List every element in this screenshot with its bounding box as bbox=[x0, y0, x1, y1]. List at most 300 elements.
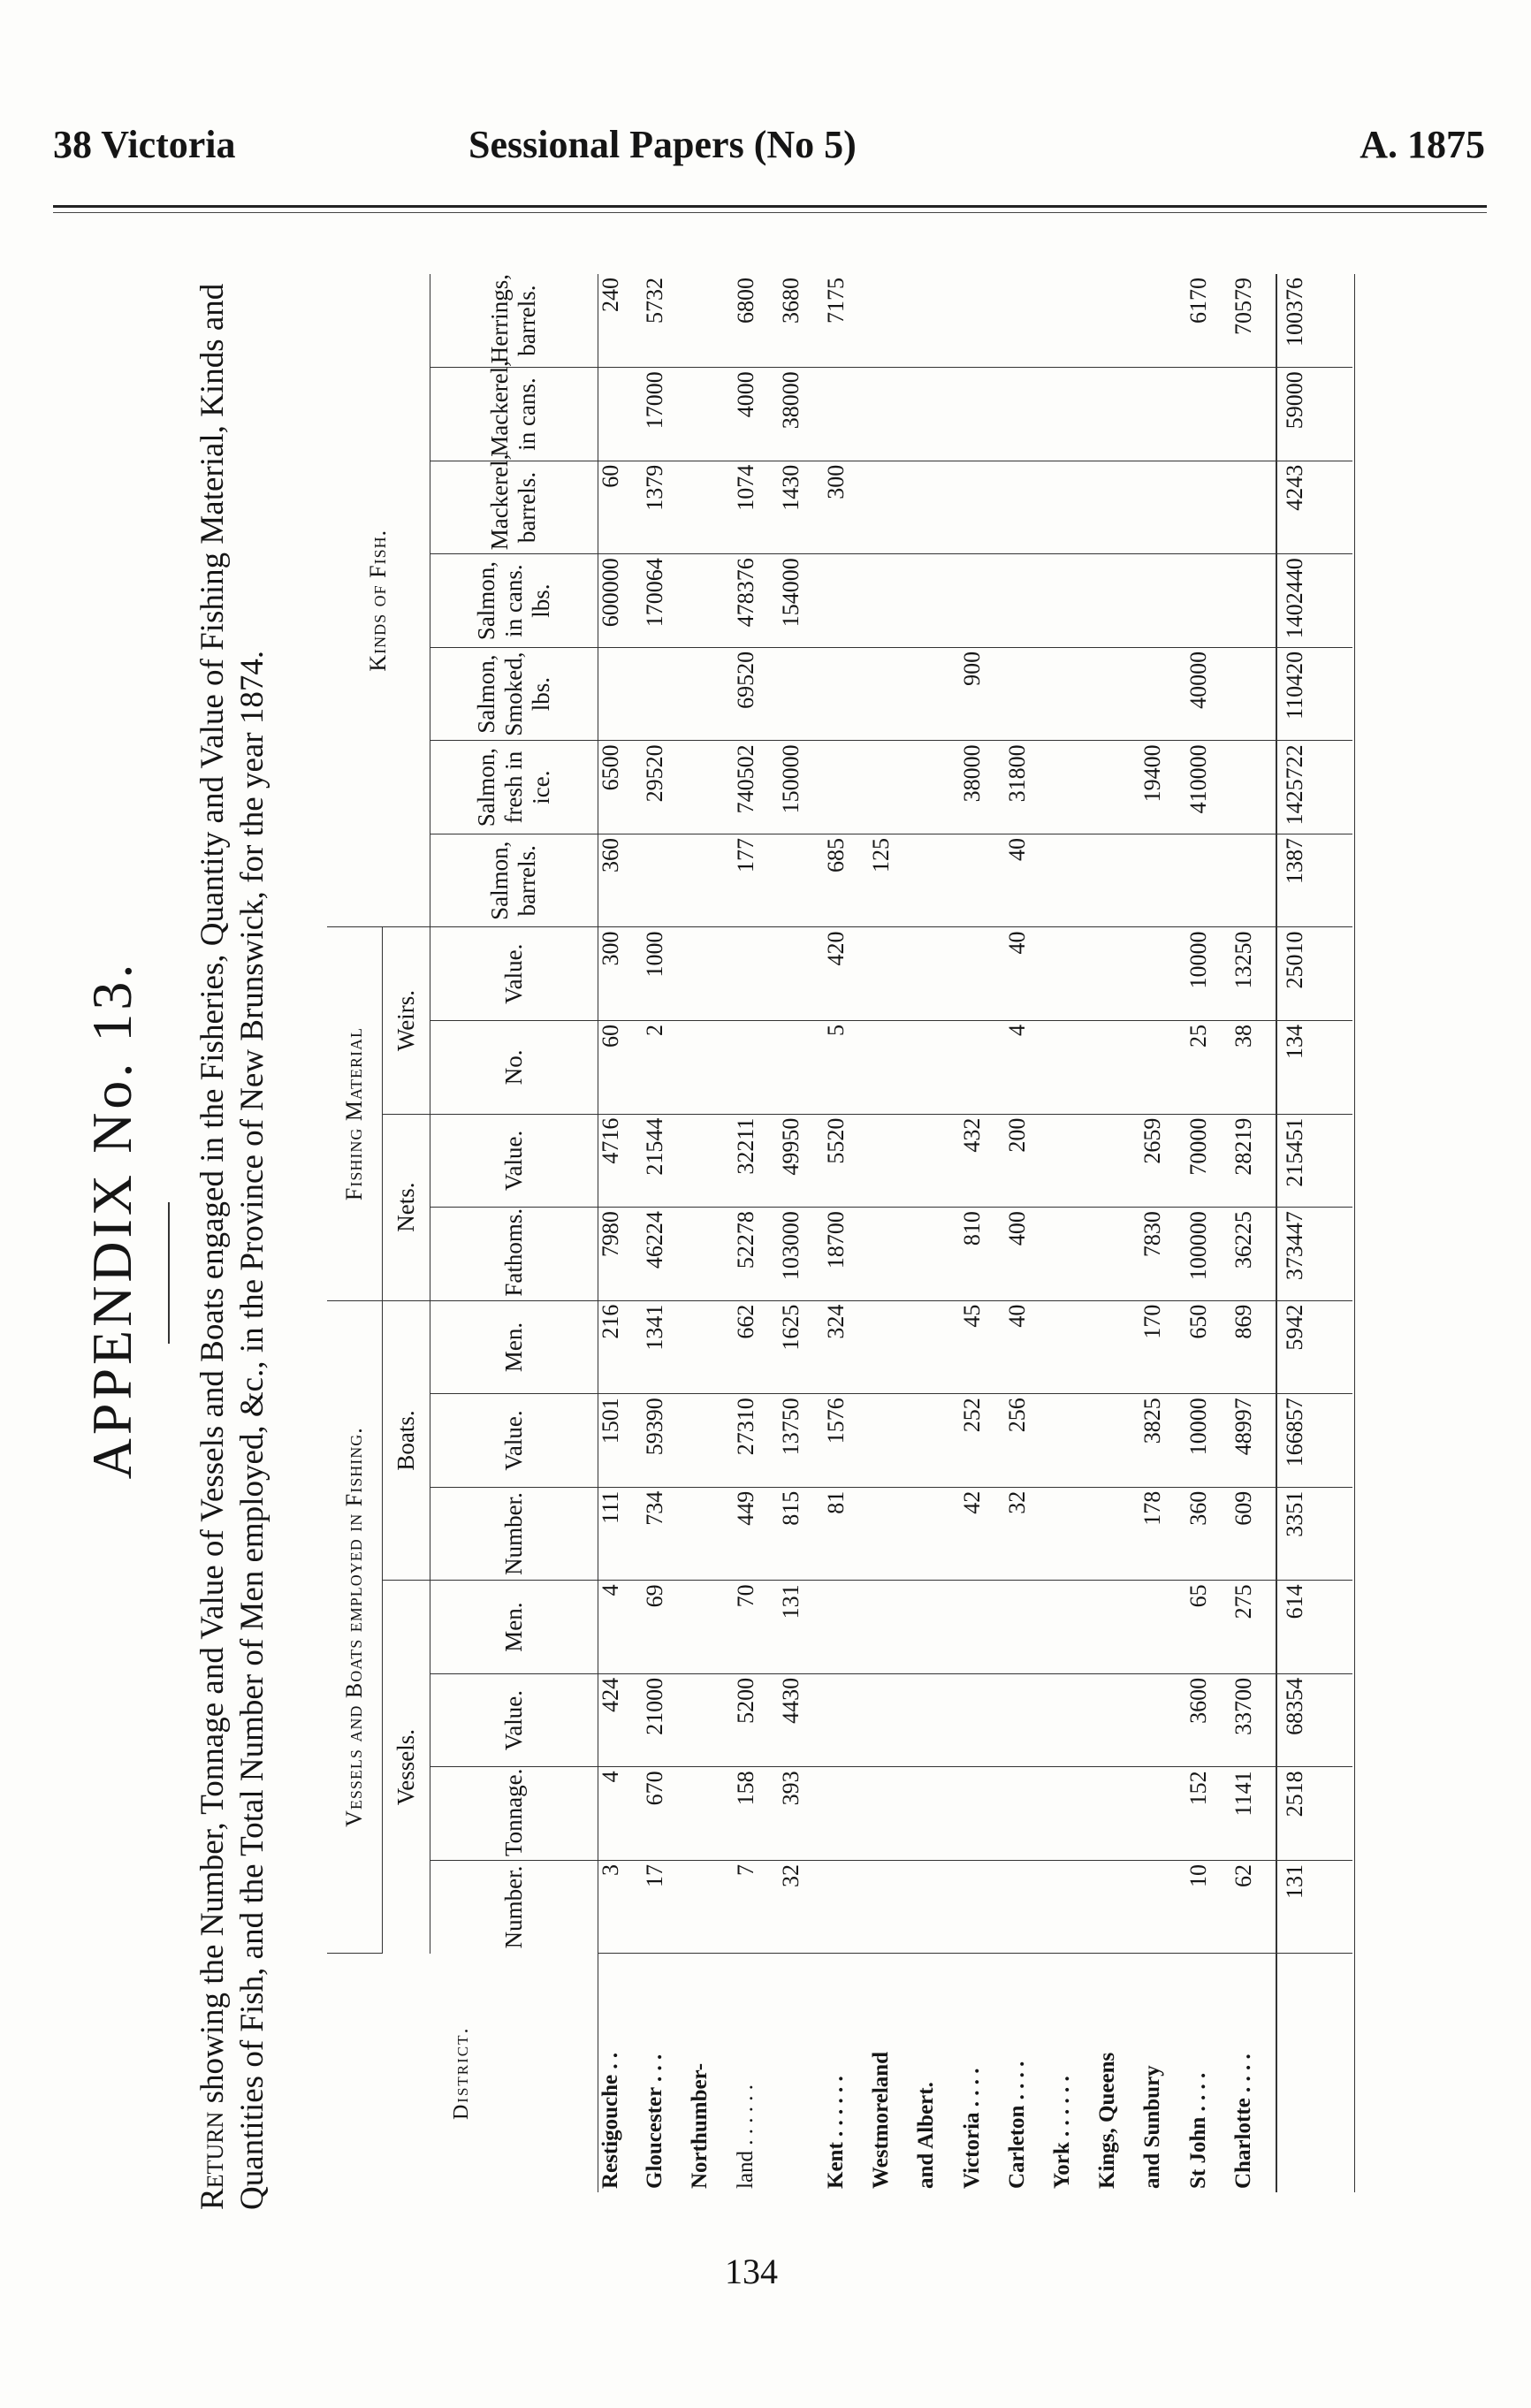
district-cell: Restigouche . . bbox=[598, 2052, 622, 2189]
value-cell bbox=[960, 554, 1005, 648]
description-text: showing the Number, Tonnage and Value of Vessels and Boats engaged in the Fisheries, Quantity and Value of Fishing Material, Kinds and Quantities of Fish, and the Total Number of Men employed, &c., in the Province of New Brunswick, for the year 1874. bbox=[194, 283, 270, 2210]
value-cell bbox=[914, 1767, 959, 1861]
district-cell: and Albert. bbox=[914, 2082, 939, 2189]
value-cell: 5200 bbox=[734, 1673, 779, 1767]
value-cell bbox=[1140, 834, 1185, 927]
value-cell bbox=[779, 1021, 824, 1115]
group-vessels-boats: Vessels and Boats employed in Fishing. bbox=[327, 1300, 382, 1954]
value-cell bbox=[824, 1581, 869, 1674]
value-cell: 200 bbox=[1005, 1114, 1050, 1208]
value-cell: 170 bbox=[1140, 1300, 1185, 1394]
value-cell: 7980 bbox=[598, 1208, 643, 1301]
table-row bbox=[598, 274, 643, 2192]
table-row bbox=[1005, 274, 1050, 2192]
value-cell: 10 bbox=[1186, 1860, 1231, 1954]
value-cell bbox=[1231, 741, 1276, 834]
value-cell bbox=[688, 1300, 733, 1394]
district-cell: Northumber- bbox=[688, 2062, 712, 2189]
value-cell bbox=[824, 741, 869, 834]
value-cell bbox=[1140, 1581, 1185, 1674]
value-cell: 13250 bbox=[1231, 927, 1276, 1021]
value-cell: 1430 bbox=[779, 461, 824, 554]
table-row bbox=[1095, 274, 1140, 2192]
column-header: Salmon, Smoked, lbs. bbox=[430, 647, 598, 741]
value-cell bbox=[1005, 274, 1050, 368]
value-cell bbox=[1140, 647, 1185, 741]
value-cell bbox=[960, 834, 1005, 927]
value-cell: 70 bbox=[734, 1581, 779, 1674]
description-lead: Return bbox=[194, 2111, 231, 2210]
value-cell bbox=[688, 927, 733, 1021]
value-cell bbox=[1095, 554, 1140, 648]
value-cell bbox=[688, 554, 733, 648]
value-cell: 324 bbox=[824, 1300, 869, 1394]
value-cell: 38000 bbox=[960, 741, 1005, 834]
total-cell: 166857 bbox=[1276, 1394, 1352, 1488]
value-cell bbox=[960, 1860, 1005, 1954]
value-cell bbox=[960, 274, 1005, 368]
value-cell bbox=[1050, 274, 1095, 368]
value-cell: 4 bbox=[598, 1767, 643, 1861]
value-cell bbox=[869, 927, 914, 1021]
value-cell: 42 bbox=[960, 1487, 1005, 1581]
value-cell: 18700 bbox=[824, 1208, 869, 1301]
table-row bbox=[914, 274, 959, 2192]
value-cell: 3680 bbox=[779, 274, 824, 368]
value-cell bbox=[869, 1767, 914, 1861]
value-cell bbox=[824, 1767, 869, 1861]
value-cell: 300 bbox=[824, 461, 869, 554]
value-cell bbox=[1186, 368, 1231, 461]
value-cell bbox=[1050, 1860, 1095, 1954]
value-cell bbox=[869, 1581, 914, 1674]
column-header: Value. bbox=[430, 1394, 598, 1488]
value-cell: 662 bbox=[734, 1300, 779, 1394]
value-cell: 6500 bbox=[598, 741, 643, 834]
value-cell bbox=[1095, 647, 1140, 741]
value-cell: 7 bbox=[734, 1860, 779, 1954]
value-cell: 178 bbox=[1140, 1487, 1185, 1581]
value-cell bbox=[1005, 1673, 1050, 1767]
value-cell: 4716 bbox=[598, 1114, 643, 1208]
column-header: Number. bbox=[430, 1860, 598, 1954]
total-cell: 1425722 bbox=[1276, 741, 1352, 834]
table-row bbox=[960, 274, 1005, 2192]
district-header: District. bbox=[327, 1954, 598, 2192]
value-cell: 69 bbox=[643, 1581, 688, 1674]
table-row bbox=[869, 274, 914, 2192]
value-cell bbox=[1005, 647, 1050, 741]
value-cell bbox=[1140, 274, 1185, 368]
value-cell: 6800 bbox=[734, 274, 779, 368]
value-cell bbox=[688, 1114, 733, 1208]
value-cell: 32211 bbox=[734, 1114, 779, 1208]
value-cell: 65 bbox=[1186, 1581, 1231, 1674]
value-cell: 52278 bbox=[734, 1208, 779, 1301]
total-cell: 4243 bbox=[1276, 461, 1352, 554]
value-cell: 62 bbox=[1231, 1860, 1276, 1954]
value-cell bbox=[1095, 1581, 1140, 1674]
header-left: 38 Victoria bbox=[53, 123, 236, 166]
value-cell bbox=[960, 461, 1005, 554]
value-cell bbox=[1050, 554, 1095, 648]
value-cell: 740502 bbox=[734, 741, 779, 834]
value-cell: 170064 bbox=[643, 554, 688, 648]
total-cell: 373447 bbox=[1276, 1208, 1352, 1301]
value-cell: 31800 bbox=[1005, 741, 1050, 834]
value-cell: 10000 bbox=[1186, 1394, 1231, 1488]
group-fishing-material: Fishing Material bbox=[327, 927, 382, 1300]
value-cell: 3825 bbox=[1140, 1394, 1185, 1488]
value-cell bbox=[1005, 461, 1050, 554]
value-cell bbox=[824, 368, 869, 461]
value-cell bbox=[1186, 554, 1231, 648]
value-cell: 4430 bbox=[779, 1673, 824, 1767]
total-cell: 131 bbox=[1276, 1860, 1352, 1954]
description bbox=[193, 248, 272, 2210]
table-row bbox=[824, 274, 869, 2192]
value-cell: 17000 bbox=[643, 368, 688, 461]
value-cell bbox=[1231, 647, 1276, 741]
subgroup-weirs: Weirs. bbox=[382, 927, 430, 1114]
value-cell: 685 bbox=[824, 834, 869, 927]
value-cell bbox=[688, 1208, 733, 1301]
district-cell: Charlotte . . . . bbox=[1230, 2054, 1255, 2189]
value-cell: 40 bbox=[1005, 834, 1050, 927]
value-cell bbox=[1050, 1767, 1095, 1861]
value-cell bbox=[914, 461, 959, 554]
value-cell: 670 bbox=[643, 1767, 688, 1861]
value-cell bbox=[869, 647, 914, 741]
value-cell: 103000 bbox=[779, 1208, 824, 1301]
subgroup-nets: Nets. bbox=[382, 1114, 430, 1300]
value-cell bbox=[1140, 1860, 1185, 1954]
value-cell bbox=[1095, 1394, 1140, 1488]
value-cell bbox=[1095, 741, 1140, 834]
value-cell: 252 bbox=[960, 1394, 1005, 1488]
value-cell bbox=[824, 1673, 869, 1767]
column-header: Value. bbox=[430, 1673, 598, 1767]
value-cell bbox=[869, 1114, 914, 1208]
district-cell: Westmoreland bbox=[869, 2051, 894, 2189]
value-cell bbox=[1186, 834, 1231, 927]
value-cell: 256 bbox=[1005, 1394, 1050, 1488]
value-cell bbox=[598, 647, 643, 741]
table-row bbox=[643, 274, 688, 2192]
value-cell bbox=[869, 1860, 914, 1954]
value-cell bbox=[779, 927, 824, 1021]
value-cell: 300 bbox=[598, 927, 643, 1021]
value-cell bbox=[734, 1021, 779, 1115]
value-cell: 38000 bbox=[779, 368, 824, 461]
total-cell: 2518 bbox=[1276, 1767, 1352, 1861]
value-cell: 4 bbox=[1005, 1021, 1050, 1115]
value-cell: 650 bbox=[1186, 1300, 1231, 1394]
district-cell: Kings, Queens bbox=[1095, 2052, 1120, 2189]
column-header: Salmon, fresh in ice. bbox=[430, 741, 598, 834]
value-cell: 7830 bbox=[1140, 1208, 1185, 1301]
value-cell bbox=[688, 461, 733, 554]
value-cell: 13750 bbox=[779, 1394, 824, 1488]
value-cell bbox=[914, 927, 959, 1021]
value-cell bbox=[598, 368, 643, 461]
value-cell: 10000 bbox=[1186, 927, 1231, 1021]
value-cell bbox=[914, 274, 959, 368]
value-cell bbox=[914, 741, 959, 834]
value-cell bbox=[1095, 1021, 1140, 1115]
value-cell: 154000 bbox=[779, 554, 824, 648]
column-header: Mackerel, barrels. bbox=[430, 461, 598, 554]
value-cell bbox=[1140, 368, 1185, 461]
column-header: Salmon, in cans. lbs. bbox=[430, 554, 598, 648]
value-cell bbox=[824, 1860, 869, 1954]
value-cell bbox=[688, 1581, 733, 1674]
total-cell: 1402440 bbox=[1276, 554, 1352, 648]
value-cell bbox=[1050, 368, 1095, 461]
value-cell bbox=[1050, 1581, 1095, 1674]
value-cell: 216 bbox=[598, 1300, 643, 1394]
value-cell bbox=[1050, 1394, 1095, 1488]
value-cell: 21544 bbox=[643, 1114, 688, 1208]
value-cell: 2659 bbox=[1140, 1114, 1185, 1208]
value-cell bbox=[1095, 1208, 1140, 1301]
value-cell: 70000 bbox=[1186, 1114, 1231, 1208]
district-cell bbox=[779, 1954, 824, 2192]
value-cell bbox=[824, 647, 869, 741]
total-cell: 68354 bbox=[1276, 1673, 1352, 1767]
value-cell bbox=[779, 647, 824, 741]
value-cell: 424 bbox=[598, 1673, 643, 1767]
district-cell: Gloucester . . . bbox=[643, 2054, 667, 2189]
value-cell bbox=[960, 1767, 1005, 1861]
value-cell: 4 bbox=[598, 1581, 643, 1674]
value-cell: 27310 bbox=[734, 1394, 779, 1488]
value-cell: 46224 bbox=[643, 1208, 688, 1301]
value-cell bbox=[960, 1581, 1005, 1674]
value-cell: 40 bbox=[1005, 1300, 1050, 1394]
value-cell: 40000 bbox=[1186, 647, 1231, 741]
value-cell bbox=[1140, 1673, 1185, 1767]
value-cell bbox=[1005, 554, 1050, 648]
column-header: Herrings, barrels. bbox=[430, 274, 598, 368]
value-cell: 1074 bbox=[734, 461, 779, 554]
value-cell: 100000 bbox=[1186, 1208, 1231, 1301]
value-cell: 69520 bbox=[734, 647, 779, 741]
value-cell bbox=[1140, 1767, 1185, 1861]
value-cell: 33700 bbox=[1231, 1673, 1276, 1767]
value-cell bbox=[914, 1581, 959, 1674]
column-header: Number. bbox=[430, 1487, 598, 1581]
value-cell bbox=[779, 834, 824, 927]
value-cell: 432 bbox=[960, 1114, 1005, 1208]
value-cell: 38 bbox=[1231, 1021, 1276, 1115]
header-rule bbox=[53, 205, 1487, 208]
total-cell: 59000 bbox=[1276, 368, 1352, 461]
value-cell bbox=[688, 1860, 733, 1954]
value-cell bbox=[960, 927, 1005, 1021]
value-cell: 49950 bbox=[779, 1114, 824, 1208]
value-cell bbox=[1095, 1487, 1140, 1581]
value-cell: 29520 bbox=[643, 741, 688, 834]
value-cell: 275 bbox=[1231, 1581, 1276, 1674]
value-cell bbox=[1186, 461, 1231, 554]
value-cell: 360 bbox=[1186, 1487, 1231, 1581]
value-cell: 240 bbox=[598, 274, 643, 368]
table-row bbox=[779, 274, 824, 2192]
page-number: 134 bbox=[725, 2252, 778, 2291]
district-cell: York . . . . . . bbox=[1050, 2076, 1075, 2189]
value-cell: 19400 bbox=[1140, 741, 1185, 834]
value-cell: 131 bbox=[779, 1581, 824, 1674]
value-cell: 810 bbox=[960, 1208, 1005, 1301]
subgroup-vessels: Vessels. bbox=[382, 1581, 430, 1954]
value-cell bbox=[1050, 1300, 1095, 1394]
value-cell bbox=[869, 1487, 914, 1581]
value-cell bbox=[914, 1021, 959, 1115]
total-cell: 25010 bbox=[1276, 927, 1352, 1021]
value-cell: 28219 bbox=[1231, 1114, 1276, 1208]
value-cell bbox=[1095, 927, 1140, 1021]
value-cell bbox=[1140, 461, 1185, 554]
value-cell bbox=[869, 1394, 914, 1488]
value-cell: 158 bbox=[734, 1767, 779, 1861]
total-cell: 215451 bbox=[1276, 1114, 1352, 1208]
district-cell: land . . . . . . bbox=[733, 2084, 758, 2189]
header-rule-thin bbox=[53, 212, 1487, 213]
value-cell: 420 bbox=[824, 927, 869, 1021]
totals-label-cell bbox=[1276, 1954, 1352, 2192]
value-cell bbox=[914, 1208, 959, 1301]
value-cell bbox=[1050, 1487, 1095, 1581]
value-cell: 1625 bbox=[779, 1300, 824, 1394]
value-cell bbox=[1050, 461, 1095, 554]
value-cell bbox=[1050, 1673, 1095, 1767]
value-cell: 869 bbox=[1231, 1300, 1276, 1394]
value-cell: 60 bbox=[598, 461, 643, 554]
value-cell: 400 bbox=[1005, 1208, 1050, 1301]
header-right: A. 1875 bbox=[1360, 123, 1485, 166]
value-cell bbox=[1095, 368, 1140, 461]
value-cell bbox=[869, 368, 914, 461]
column-header: Value. bbox=[430, 1114, 598, 1208]
title-rule bbox=[168, 1202, 170, 1344]
value-cell bbox=[1095, 1767, 1140, 1861]
value-cell: 5732 bbox=[643, 274, 688, 368]
value-cell bbox=[914, 1673, 959, 1767]
value-cell: 360 bbox=[598, 834, 643, 927]
value-cell bbox=[869, 741, 914, 834]
value-cell: 152 bbox=[1186, 1767, 1231, 1861]
group-kinds-of-fish: Kinds of Fish. bbox=[327, 274, 430, 927]
table-bottom-rule bbox=[1354, 274, 1355, 2192]
value-cell: 1576 bbox=[824, 1394, 869, 1488]
value-cell: 734 bbox=[643, 1487, 688, 1581]
value-cell bbox=[1005, 1581, 1050, 1674]
value-cell: 150000 bbox=[779, 741, 824, 834]
value-cell bbox=[1005, 1767, 1050, 1861]
value-cell bbox=[1095, 1673, 1140, 1767]
value-cell bbox=[1231, 368, 1276, 461]
table-row bbox=[1231, 274, 1276, 2192]
value-cell bbox=[688, 1673, 733, 1767]
value-cell bbox=[914, 1300, 959, 1394]
column-header: Value. bbox=[430, 927, 598, 1021]
value-cell bbox=[1005, 368, 1050, 461]
value-cell: 410000 bbox=[1186, 741, 1231, 834]
value-cell bbox=[688, 368, 733, 461]
value-cell: 3 bbox=[598, 1860, 643, 1954]
value-cell: 3600 bbox=[1186, 1673, 1231, 1767]
value-cell bbox=[688, 274, 733, 368]
value-cell: 111 bbox=[598, 1487, 643, 1581]
value-cell bbox=[914, 1114, 959, 1208]
value-cell: 5 bbox=[824, 1021, 869, 1115]
value-cell bbox=[1231, 834, 1276, 927]
value-cell: 815 bbox=[779, 1487, 824, 1581]
value-cell bbox=[960, 1021, 1005, 1115]
value-cell: 609 bbox=[1231, 1487, 1276, 1581]
value-cell bbox=[914, 647, 959, 741]
value-cell bbox=[914, 834, 959, 927]
value-cell bbox=[1050, 1021, 1095, 1115]
value-cell bbox=[688, 834, 733, 927]
value-cell bbox=[688, 1487, 733, 1581]
value-cell bbox=[824, 554, 869, 648]
appendix-title: APPENDIX No. 13. bbox=[80, 960, 143, 1480]
value-cell: 36225 bbox=[1231, 1208, 1276, 1301]
total-cell: 134 bbox=[1276, 1021, 1352, 1115]
value-cell bbox=[688, 1767, 733, 1861]
value-cell: 393 bbox=[779, 1767, 824, 1861]
value-cell bbox=[914, 1394, 959, 1488]
total-cell: 1387 bbox=[1276, 834, 1352, 927]
value-cell bbox=[734, 927, 779, 1021]
value-cell bbox=[914, 1487, 959, 1581]
value-cell bbox=[688, 647, 733, 741]
value-cell bbox=[1095, 1114, 1140, 1208]
table-row bbox=[1050, 274, 1095, 2192]
rotated-content bbox=[62, 230, 1405, 2245]
value-cell bbox=[869, 1208, 914, 1301]
value-cell bbox=[688, 741, 733, 834]
value-cell: 45 bbox=[960, 1300, 1005, 1394]
column-header: Men. bbox=[430, 1581, 598, 1674]
value-cell: 21000 bbox=[643, 1673, 688, 1767]
value-cell bbox=[914, 554, 959, 648]
value-cell: 1341 bbox=[643, 1300, 688, 1394]
column-header: Mackerel, in cans. bbox=[430, 368, 598, 461]
district-cell: Victoria . . . . bbox=[959, 2068, 984, 2189]
value-cell bbox=[1140, 1021, 1185, 1115]
value-cell bbox=[1095, 274, 1140, 368]
header-center: Sessional Papers (No 5) bbox=[468, 123, 857, 166]
value-cell bbox=[1050, 1208, 1095, 1301]
value-cell bbox=[1050, 834, 1095, 927]
column-header: Men. bbox=[430, 1300, 598, 1394]
value-cell: 1000 bbox=[643, 927, 688, 1021]
column-header: No. bbox=[430, 1021, 598, 1115]
totals-row bbox=[1276, 274, 1352, 2192]
value-cell: 1379 bbox=[643, 461, 688, 554]
value-cell: 32 bbox=[779, 1860, 824, 1954]
column-header: Fathoms. bbox=[430, 1208, 598, 1301]
table-row bbox=[734, 274, 779, 2192]
value-cell: 7175 bbox=[824, 274, 869, 368]
value-cell bbox=[869, 554, 914, 648]
table-row bbox=[1140, 274, 1185, 2192]
district-cell: Kent . . . . . . bbox=[824, 2076, 849, 2189]
value-cell bbox=[1140, 554, 1185, 648]
